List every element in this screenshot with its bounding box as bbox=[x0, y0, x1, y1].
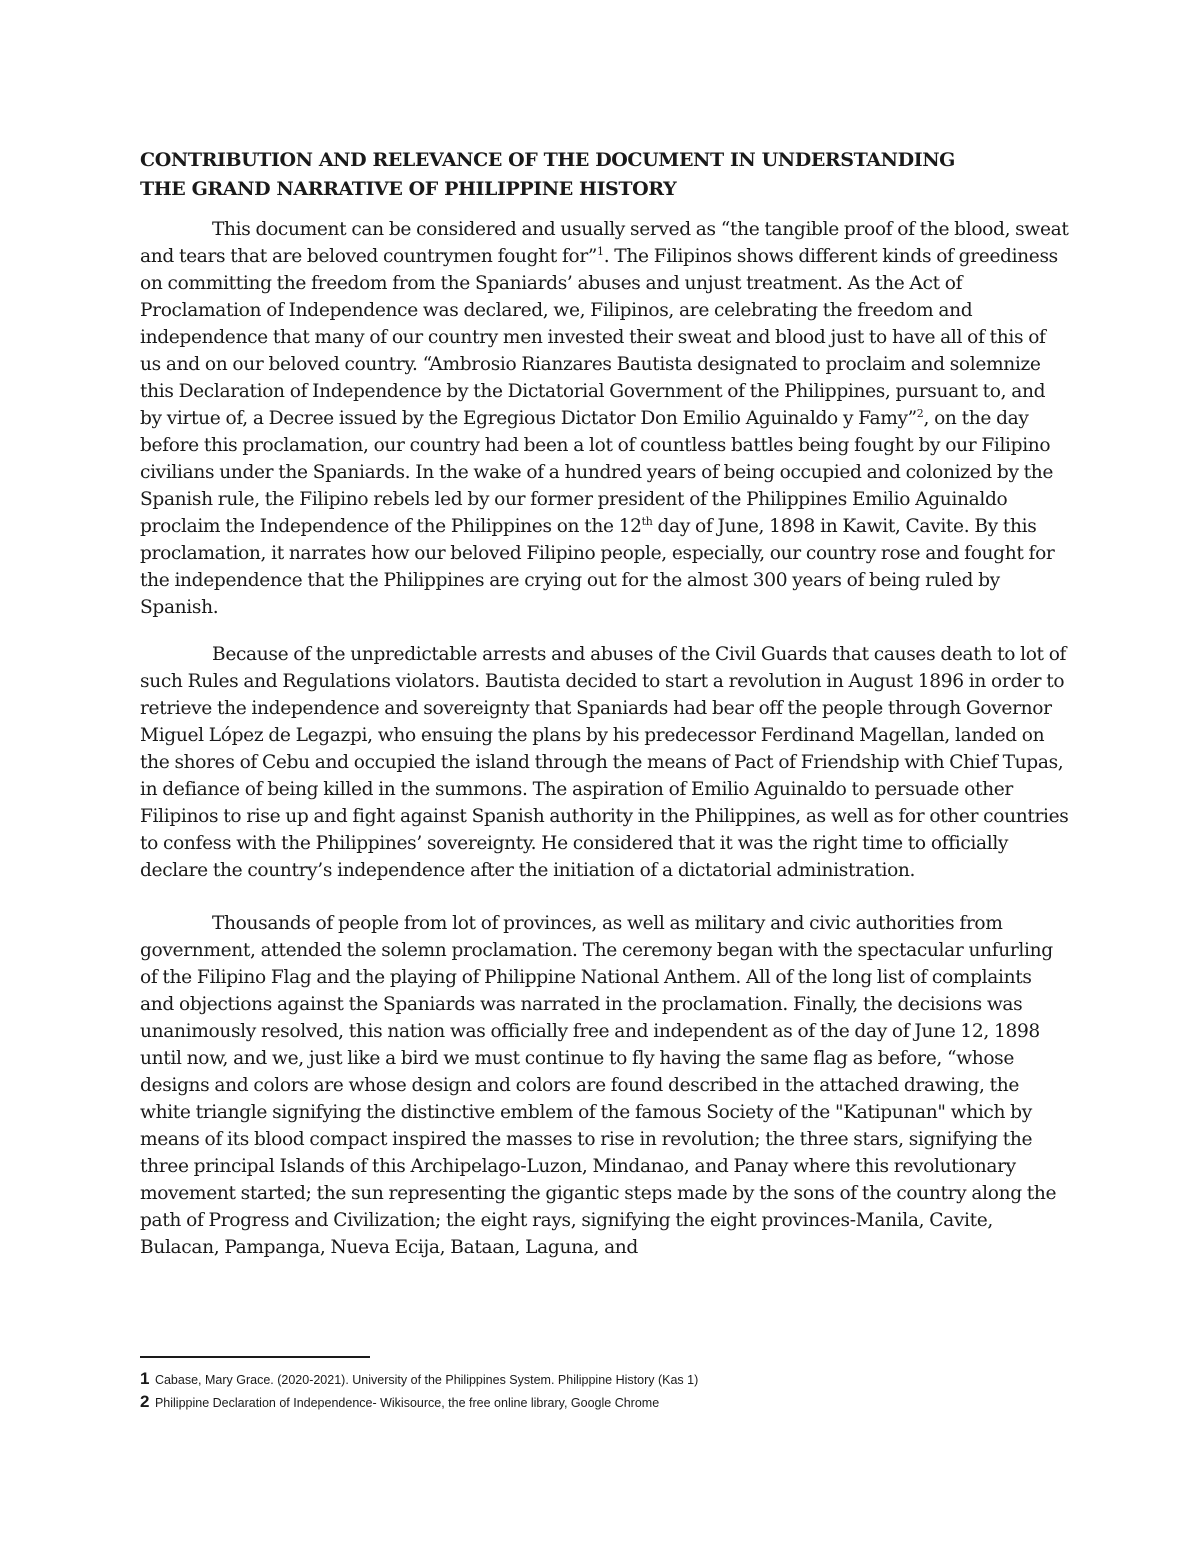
paragraph-3: Thousands of people from lot of provinces, as well as military and civic authorities from government, attended the solemn proclamation. The ceremony began with the spectacular unfurling of the Filipino Flag and the playing of Philippine National Anthem. All of the long list of complaints and objections against the Spaniards was narrated in the proclamation. Finally, the decisions was unanimously resolved, this nation was officially free and independent as of the day of June 12, 1898 until now, and we, just like a bird we must continue to fly having the same flag as before, “whose designs and colors are whose design and colors are found described in the attached drawing, the white triangle signifying the distinctive emblem of the famous Society of the "Katipunan" which by means of its blood compact inspired the masses to rise in revolution; the three stars, signifying the three principal Islands of this Archipelago-Luzon, Mindanao, and Panay where this revolutionary movement started; the sun representing the gigantic steps made by the sons of the country along the path of Progress and Civilization; the eight rays, signifying the eight provinces-Manila, Cavite, Bulacan, Pampanga, Nueva Ecija, Bataan, Laguna, and bbox=[140, 913, 1057, 1258]
paragraph-2: Because of the unpredictable arrests and abuses of the Civil Guards that causes death to lot of such Rules and Regulations violators. Bautista decided to start a revolution in August 1896 in order to retrieve the independence and sovereignty that Spaniards had bear off the people through Governor Miguel López de Legazpi, who ensuing the plans by his predecessor Ferdinand Magellan, landed on the shores of Cebu and occupied the island through the means of Pact of Friendship with Chief Tupas, in defiance of being killed in the summons. The aspiration of Emilio Aguinaldo to persuade other Filipinos to rise up and fight against Spanish authority in the Philippines, as well as for other countries to confess with the Philippines’ sovereignty. He considered that it was the right time to officially declare the country’s independence after the initiation of a dictatorial administration. bbox=[140, 644, 1069, 881]
document-title bbox=[140, 146, 1070, 204]
ordinal-suffix: th bbox=[641, 515, 653, 528]
footnote-1-number: 1 bbox=[140, 1369, 150, 1388]
footnote-separator bbox=[140, 1356, 370, 1358]
title-line-1: CONTRIBUTION AND RELEVANCE OF THE DOCUMENT IN UNDERSTANDING bbox=[140, 149, 955, 171]
footnote-2-number: 2 bbox=[140, 1392, 150, 1411]
footnote-2 bbox=[140, 1391, 1070, 1414]
title-line-2: THE GRAND NARRATIVE OF PHILIPPINE HISTORY bbox=[140, 178, 677, 200]
paragraph-1 bbox=[140, 216, 1070, 621]
paragraph-1-text-d: day of June, 1898 in Kawit, Cavite. By this proclamation, it narrates how our beloved Filipino people, especially, our country rose and fought for the independence that the Philippines are crying out for the almost 300 years of being ruled by Spanish. bbox=[140, 516, 1055, 618]
footnotes bbox=[140, 1356, 1070, 1414]
paragraph-1-text-a: This document can be considered and usually served as “the tangible proof of the blood, sweat and tears that are beloved countrymen fought for” bbox=[140, 219, 1069, 267]
footnote-1-text: Cabase, Mary Grace. (2020-2021). University of the Philippines System. Philippine History (Kas 1) bbox=[154, 1373, 699, 1387]
paragraph-1-text-c: , on the day before this proclamation, our country had been a lot of countless battles being fought by our Filipino civilians under the Spaniards. In the wake of a hundred years of being occupied and colonized by the Spanish rule, the Filipino rebels led by our former president of the Philippines Emilio Aguinaldo proclaim the Independence of the Philippines on the 12 bbox=[140, 408, 1054, 537]
footnote-2-text: Philippine Declaration of Independence- Wikisource, the free online library, Google Chrome bbox=[154, 1396, 660, 1410]
footnote-1 bbox=[140, 1368, 1070, 1391]
paragraph-1-text-b: . The Filipinos shows different kinds of greediness on committing the freedom from the Spaniards’ abuses and unjust treatment. As the Act of Proclamation of Independence was declared, we, Filipinos, are celebrating the freedom and independence that many of our country men invested their sweat and blood just to have all of this of us and on our beloved country. “Ambrosio Rianzares Bautista designated to proclaim and solemnize this Declaration of Independence by the Dictatorial Government of the Philippines, pursuant to, and by virtue of, a Decree issued by the Egregious Dictator Don Emilio Aguinaldo y Famy” bbox=[140, 246, 1058, 429]
document-body bbox=[140, 146, 1070, 1281]
footnote-ref-1[interactable]: 1 bbox=[597, 245, 604, 258]
footnote-ref-2[interactable]: 2 bbox=[916, 407, 924, 420]
